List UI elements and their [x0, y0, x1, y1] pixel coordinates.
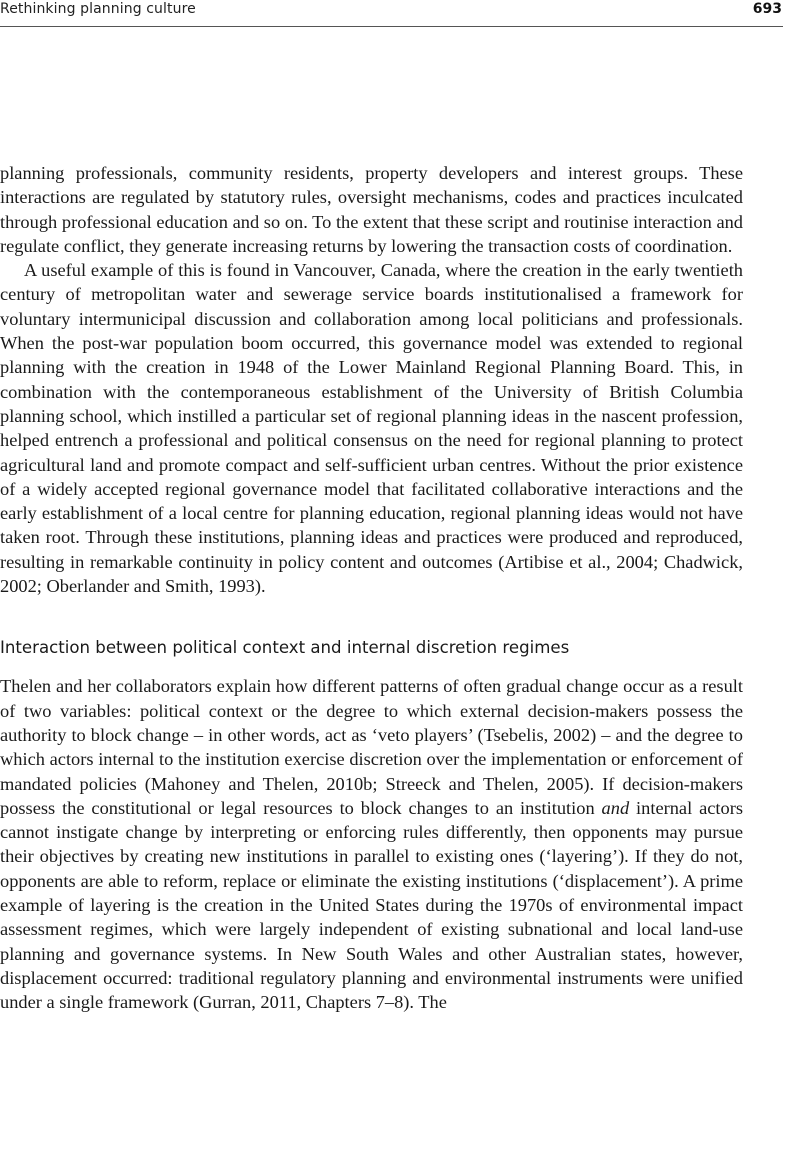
running-header: [0, 0, 783, 27]
running-title: Rethinking planning culture: [0, 1, 196, 17]
paragraph-thelen-part-1: Thelen and her collaborators explain how different patterns of often gradual change occur as a result of two variables: political context or the degree to which external decision-makers possess the authority to block change – in other words, act as ‘veto players’ (Tsebelis, 2002) – and the degree to which actors internal to the institution exercise discretion over the implementation or enforcement of mandated policies (Mahoney and Thelen, 2010b; Streeck and Thelen, 2005). If decision-makers possess the constitutional or legal resources to block changes to an institution: [0, 676, 743, 818]
page-number: 693: [752, 1, 782, 17]
paragraph-continued: planning professionals, community residents, property developers and interest groups. These interactions are regulated by statutory rules, oversight mechanisms, codes and practices inculcated through professional education and so on. To the extent that these script and routinise interaction and regulate conflict, they generate increasing returns by lowering the transaction costs of coordination.: [0, 163, 743, 256]
emphasis-and: and: [601, 797, 630, 818]
section-heading: Interaction between political context and internal discretion regimes: [0, 638, 570, 658]
body-text: [0, 161, 743, 1015]
paragraph-thelen-part-2: internal actors cannot instigate change by interpreting or enforcing rules differently, then opponents may pursue their objectives by creating new institutions in parallel to existing ones (‘layering’). If they do not, opponents are able to reform, replace or eliminate the existing institutions (‘displacement’). A prime example of layering is the creation in the United States during the 1970s of environmental impact assessment regimes, which were largely independent of existing subnational and local land-use planning and governance systems. In New South Wales and other Australian states, however, displacement occurred: traditional regulatory planning and environmental instruments were unified under a single framework (Gurran, 2011, Chapters 7–8). The: [0, 797, 743, 1013]
paragraph-thelen: [0, 674, 743, 1014]
paragraph-vancouver-example: A useful example of this is found in Vancouver, Canada, where the creation in the early twentieth century of metropolitan water and sewerage service boards institutionalised a framework for voluntary intermunicipal discussion and collaboration among local politicians and professionals. When the post-war population boom occurred, this governance model was extended to regional planning with the creation in 1948 of the Lower Mainland Regional Planning Board. This, in combination with the contemporaneous establishment of the University of British Columbia planning school, which instilled a particular set of regional planning ideas in the nascent profession, helped entrench a professional and political consensus on the need for regional planning to protect agricultural land and promote compact and self-sufficient urban centres. Without the prior existence of a widely accepted regional governance model that facilitated collaborative interactions and the early establishment of a local centre for planning education, regional planning ideas would not have taken root. Through these institutions, planning ideas and practices were produced and reproduced, resulting in remarkable continuity in policy content and outcomes (Artibise et al., 2004; Chadwick, 2002; Oberlander and Smith, 1993).: [0, 260, 743, 597]
